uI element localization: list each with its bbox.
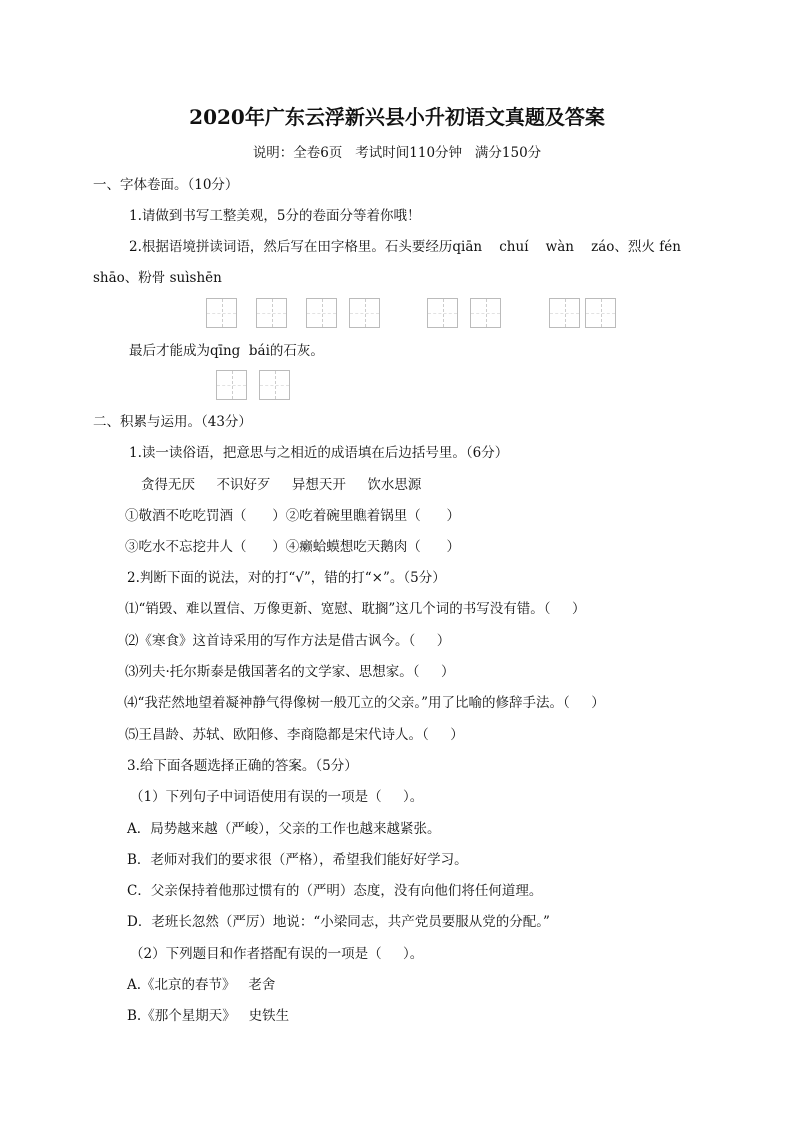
- section-1-heading: 一、字体卷面。（10分）: [93, 177, 239, 193]
- option-c: C．父亲保持着他那过惯有的（严明）态度，没有向他们将任何道理。: [127, 883, 543, 899]
- exam-instructions: 说明：全卷6页 考试时间110分钟 满分150分: [252, 145, 542, 161]
- true-false-item: ⑵《寒食》这首诗采用的写作方法是借古讽今。（ ）: [125, 633, 451, 649]
- section-2-heading: 二、积累与运用。（43分）: [93, 414, 252, 430]
- option-b: B．老师对我们的要求很（严格），希望我们能好好学习。: [127, 852, 468, 868]
- option-d: D．老班长忽然（严厉）地说：“小梁同志，共产党员要服从党的分配。”: [127, 914, 550, 930]
- writing-grid-box[interactable]: [206, 298, 237, 328]
- idiom-list: 贪得无厌 不识好歹 异想天开 饮水思源: [141, 477, 422, 493]
- question-1-1: 1.请做到书写工整美观，5分的卷面分等着你哦！: [129, 208, 421, 224]
- question-2-2: 2.判断下面的说法，对的打“√”，错的打“×”。（5分）: [127, 570, 446, 586]
- true-false-item: ⑴“销毁、难以置信、万像更新、宽慰、耽搁”这几个词的书写没有错。（ ）: [125, 601, 586, 617]
- proverb-row: ①敬酒不吃吃罚酒（ ）②吃着碗里瞧着锅里（ ）: [125, 508, 460, 524]
- writing-grid-box[interactable]: [470, 298, 501, 328]
- sub-question-2: （2）下列题目和作者搭配有误的一项是（ ）。: [130, 946, 424, 962]
- question-1-2-cont: shāo、粉骨 suìshēn: [93, 270, 222, 286]
- true-false-item: ⑷“我茫然地望着凝神静气得像树一般兀立的父亲。”用了比喻的修辞手法。（ ）: [124, 695, 605, 711]
- writing-grid-box[interactable]: [259, 370, 290, 400]
- question-2-1: 1.读一读俗语，把意思与之相近的成语填在后边括号里。（6分）: [129, 445, 509, 461]
- proverb-row: ③吃水不忘挖井人（ ）④癞蛤蟆想吃天鹅肉（ ）: [125, 539, 460, 555]
- sub-question-1: （1）下列句子中词语使用有误的一项是（ ）。: [130, 789, 424, 805]
- true-false-item: ⑸王昌龄、苏轼、欧阳修、李商隐都是宋代诗人。（ ）: [125, 727, 464, 743]
- question-1-2: 2.根据语境拼读词语，然后写在田字格里。石头要经历qiān chuí wàn záo、烈火 fén: [129, 239, 681, 255]
- writing-grid-box[interactable]: [427, 298, 458, 328]
- document-title: 2020年广东云浮新兴县小升初语文真题及答案: [189, 105, 605, 129]
- question-1-2-end: 最后才能成为qīng bái的石灰。: [129, 343, 324, 359]
- option-a: A.《北京的春节》 老舍: [127, 977, 276, 993]
- option-b: B.《那个星期天》 史铁生: [127, 1008, 290, 1024]
- writing-grid-box[interactable]: [349, 298, 380, 328]
- writing-grid-box[interactable]: [585, 298, 616, 328]
- writing-grid-box[interactable]: [306, 298, 337, 328]
- writing-grid-box[interactable]: [216, 370, 247, 400]
- writing-grid-box[interactable]: [549, 298, 580, 328]
- question-2-3: 3.给下面各题选择正确的答案。（5分）: [127, 758, 358, 774]
- option-a: A．局势越来越（严峻），父亲的工作也越来越紧张。: [127, 821, 441, 837]
- true-false-item: ⑶列夫·托尔斯泰是俄国著名的文学家、思想家。（ ）: [125, 664, 455, 680]
- writing-grid-box[interactable]: [256, 298, 287, 328]
